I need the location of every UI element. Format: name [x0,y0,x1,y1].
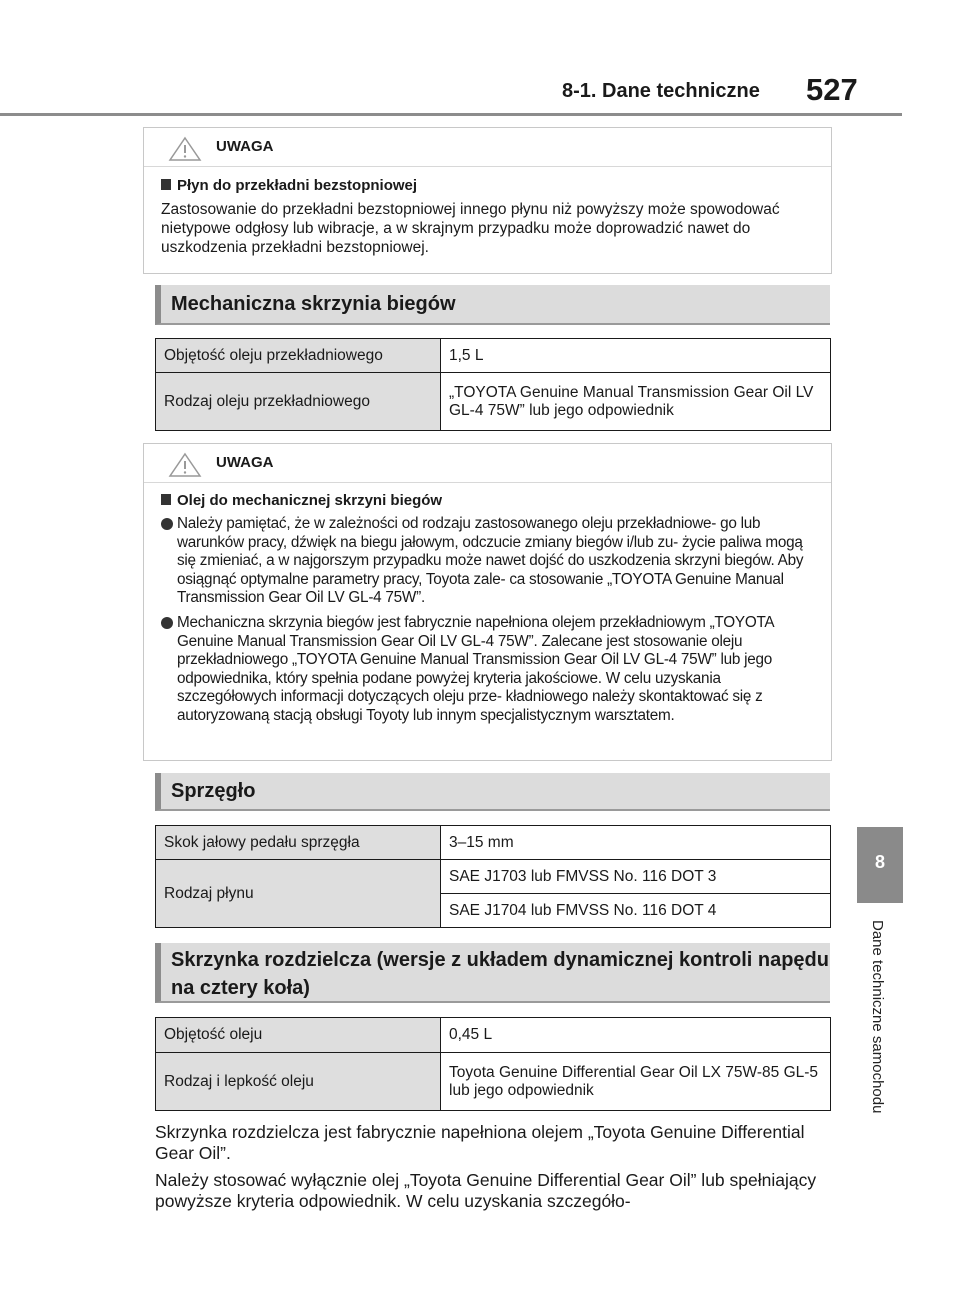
warning-label: UWAGA [216,454,274,471]
spec-table-clutch [155,825,831,928]
spec-value: SAE J1704 lub FMVSS No. 116 DOT 4 [441,894,831,928]
table-row [156,860,831,894]
spec-key: Objętość oleju przekładniowego [156,339,441,373]
page-number: 527 [806,72,858,107]
list-item [161,614,814,726]
warning-text: Zastosowanie do przekładni bezstopniowej innego płynu niż powyższy może spowodować nietypowe odgłosy lub wibracje, a w skrajnym przypadku może doprowadzić nawet do uszkodzenia przekładni bezstopniowej. [161,201,780,256]
chapter-title: Dane techniczne samochodu [869,920,886,1114]
round-bullet-icon [161,518,173,530]
table-row [156,1053,831,1111]
chapter-number: 8 [874,852,885,872]
square-bullet-icon [161,494,171,505]
chapter-tab[interactable] [857,827,903,903]
spec-value: Toyota Genuine Differential Gear Oil LX 75W-85 GL-5 lub jego odpowiednik [441,1053,831,1111]
spec-key: Skok jałowy pedału sprzęgła [156,826,441,860]
warning-triangle-icon [168,452,202,478]
spec-table-manual-transmission [155,338,831,431]
warning-label: UWAGA [216,138,274,155]
bullet-text: Należy pamiętać, że w zależności od rodzaju zastosowanego oleju przekładniowe- go lub warunków pracy, dźwięk na biegu jałowym, odczucie zmiany biegów i/lub zu- życie paliwa mogą się zmieniać, a w najgorszym przypadku może nawet dojść do uszkodzenia skrzyni biegów. Aby osiągnąć optymalne parametry pracy, Toyota zale- ca stosowanie „TOYOTA Genuine Manual Transmission Gear Oil LV GL-4 75W”. [177,515,804,607]
table-row [156,1018,831,1053]
warning-subtitle: Olej do mechanicznej skrzyni biegów [177,492,443,509]
spec-key: Rodzaj i lepkość oleju [156,1053,441,1111]
warning-subtitle: Płyn do przekładni bezstopniowej [177,177,418,194]
round-bullet-icon [161,617,173,629]
section-heading-clutch: Sprzęgło [155,773,830,811]
body-paragraph: Skrzynka rozdzielcza jest fabrycznie napełniona olejem „Toyota Genuine Differential Gear Oil”. [155,1122,805,1163]
spec-value: „TOYOTA Genuine Manual Transmission Gear Oil LV GL-4 75W” lub jego odpowiednik [441,373,831,431]
warning-box-cvt-fluid [143,127,832,274]
section-heading-manual-transmission: Mechaniczna skrzynia biegów [155,285,830,325]
table-row [156,826,831,860]
square-bullet-icon [161,179,171,190]
table-row [156,339,831,373]
spec-value: 1,5 L [441,339,831,373]
list-item [161,515,814,608]
warning-box-manual-oil [143,443,832,761]
table-row [156,373,831,431]
section-heading-transfer-case: Skrzynka rozdzielcza (wersje z układem dynamicznej kontroli napędu na cztery koła) [155,943,830,1003]
spec-value: 3–15 mm [441,826,831,860]
spec-value: SAE J1703 lub FMVSS No. 116 DOT 3 [441,860,831,894]
spec-table-transfer-case [155,1017,831,1111]
bullet-text: Mechaniczna skrzynia biegów jest fabrycznie napełniona olejem przekładniowym „TOYOTA Genuine Manual Transmission Gear Oil LV GL-4 75W”. Zalecane jest stosowanie oleju przekładniowego „TOYOTA Genuine Manual Transmission Gear Oil LV GL-4 75W” lub jego odpowiednika, który spełnia podane powyżej kryteria jakościowe. W celu uzyskania szczegółowych informacji dotyczących oleju prze- kładniowego należy skontaktować się z autoryzowaną stacją obsługi Toyoty lub innym specjalistycznym warsztatem. [177,613,774,724]
warning-triangle-icon [168,136,202,162]
spec-key: Rodzaj oleju przekładniowego [156,373,441,431]
section-title: 8-1. Dane techniczne [562,80,760,102]
spec-value: 0,45 L [441,1018,831,1053]
spec-key: Rodzaj płynu [156,860,441,928]
spec-key: Objętość oleju [156,1018,441,1053]
header-divider [0,113,902,116]
body-paragraph: Należy stosować wyłącznie olej „Toyota Genuine Differential Gear Oil” lub spełniający powyższe kryteria odpowiednik. W celu uzyskania szczegóło- [155,1170,817,1211]
